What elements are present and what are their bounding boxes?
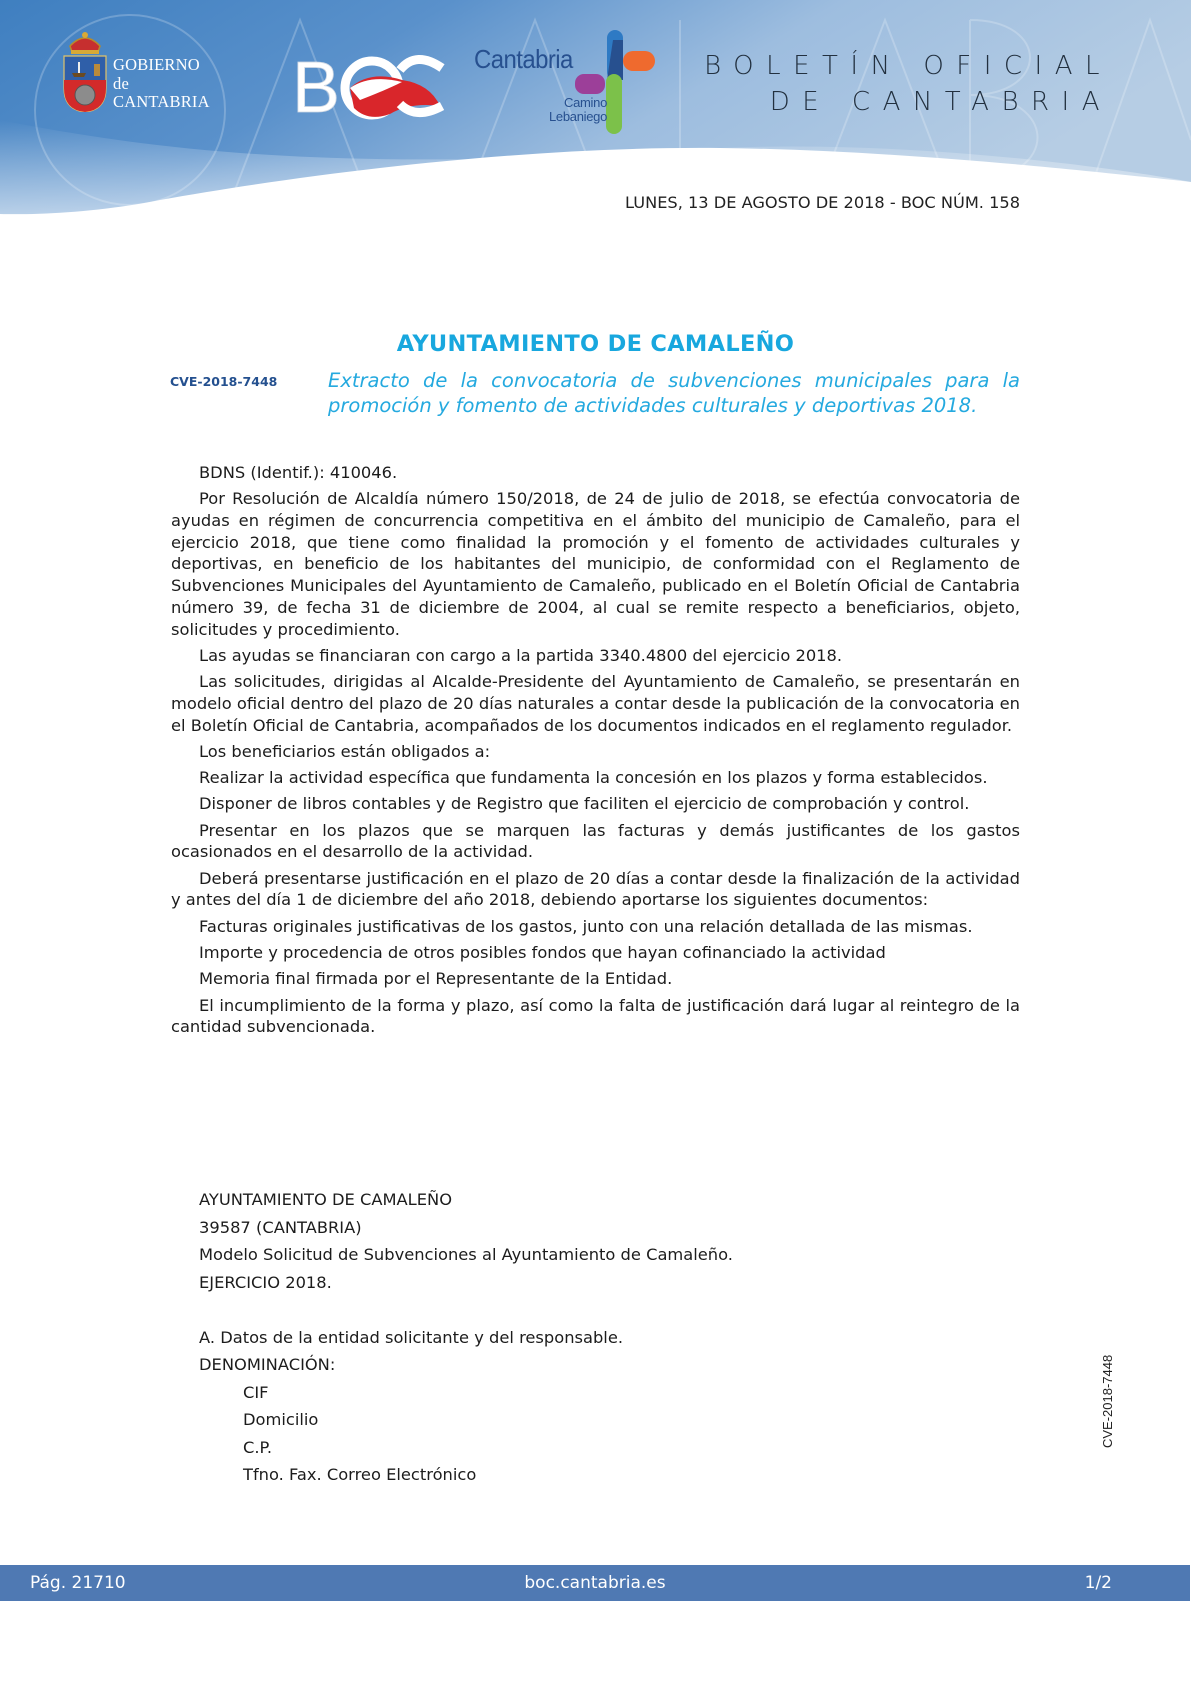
site-link[interactable]: boc.cantabria.es (524, 1573, 666, 1593)
body-paragraph: BDNS (Identif.): 410046. (199, 463, 398, 482)
gobierno-de-cantabria-wordmark (113, 56, 210, 112)
document-body (171, 462, 1020, 1043)
form-field-cp: C.P. (243, 1437, 272, 1457)
page-count: 1/2 (1084, 1573, 1112, 1593)
boc-logo-b: B (292, 50, 341, 122)
side-cve-code: CVE-2018-7448 (1100, 1354, 1115, 1448)
form-spacer (199, 1296, 733, 1324)
cve-code: CVE-2018-7448 (170, 374, 278, 389)
form-section-a: A. Datos de la entidad solicitante y del responsable. (199, 1327, 624, 1347)
gobierno-cantabria-shield-icon (60, 28, 110, 112)
form-organization: AYUNTAMIENTO DE CAMALEÑO (199, 1190, 453, 1209)
issue-date-line: LUNES, 13 DE AGOSTO DE 2018 - BOC NÚM. 158 (625, 193, 1020, 212)
body-paragraph: Disponer de libros contables y de Registro que faciliten el ejercicio de comprobación y control. (199, 794, 970, 814)
form-field-contact: Tfno. Fax. Correo Electrónico (243, 1465, 477, 1484)
application-form-model (199, 1186, 733, 1489)
form-denominacion: DENOMINACIÓN: (199, 1355, 336, 1374)
form-model-title: Modelo Solicitud de Subvenciones al Ayuntamiento de Camaleño. (199, 1245, 733, 1264)
form-field-cif: CIF (243, 1382, 269, 1402)
form-postal-code: 39587 (CANTABRIA) (199, 1217, 362, 1237)
body-paragraph: Memoria final firmada por el Representante de la Entidad. (199, 969, 673, 989)
body-paragraph: Las ayudas se financiaran con cargo a la partida 3340.4800 del ejercicio 2018. (199, 645, 843, 665)
form-year: EJERCICIO 2018. (199, 1272, 332, 1292)
extract-title: Extracto de la convocatoria de subvenciones municipales para la promoción y fomento de actividades culturales y deportivas 2018. (328, 369, 1020, 417)
organization-title: AYUNTAMIENTO DE CAMALEÑO (396, 331, 795, 357)
form-field-domicilio: Domicilio (243, 1410, 319, 1429)
body-paragraph: Deberá presentarse justificación en el plazo de 20 días a contar desde la finalización de la actividad y antes del día 1 de diciembre del año 2018, debiendo aportarse los siguientes documentos: (171, 868, 1020, 910)
gobierno-cantabria-line: CANTABRIA (113, 92, 210, 111)
page-footer (0, 1565, 1190, 1601)
gobierno-de-line: de (113, 73, 129, 93)
camino-line: Camino (564, 95, 607, 110)
body-paragraph: El incumplimiento de la forma y plazo, así como la falta de justificación dará lugar al reintegro de la cantidad subvencionada. (171, 995, 1020, 1037)
camino-lebaniego-wordmark (512, 96, 607, 124)
gobierno-line: GOBIERNO (113, 55, 200, 74)
page-header (0, 0, 1191, 220)
body-paragraph: Importe y procedencia de otros posibles fondos que hayan cofinanciado la actividad (199, 943, 886, 962)
de-cantabria-line: DE CANTABRIA (769, 87, 1112, 117)
boletin-oficial-title (704, 48, 1112, 120)
lebaniego-line: Lebaniego (548, 109, 607, 124)
body-paragraph: Los beneficiarios están obligados a: (199, 741, 491, 761)
body-paragraph: Por Resolución de Alcaldía número 150/2018, de 24 de julio de 2018, se efectúa convocatoria de ayudas en régimen de concurrencia competitiva en el ámbito del municipio de Camaleño, para el ejercicio 2018, que tiene como finalidad la promoción y el fomento de actividades culturales y deportivas, en beneficio de los habitantes del municipio, de conformidad con el Reglamento de Subvenciones Municipales del Ayuntamiento de Camaleño, publicado en el Boletín Oficial de Cantabria número 39, de fecha 31 de diciembre de 2004, al cual se remite respecto a beneficiarios, objeto, solicitudes y procedimiento. (171, 489, 1020, 639)
cantabria-wordmark: Cantabria (474, 44, 573, 74)
body-paragraph: Presentar en los plazos que se marquen las facturas y demás justificantes de los gastos ocasionados en el desarrollo de la actividad. (171, 820, 1020, 862)
body-paragraph: Las solicitudes, dirigidas al Alcalde-Presidente del Ayuntamiento de Camaleño, se presentarán en modelo oficial dentro del plazo de 20 días naturales a contar desde la publicación de la convocatoria en el Boletín Oficial de Cantabria, acompañados de los documentos indicados en el reglamento regulador. (171, 672, 1020, 735)
boletin-oficial-line: BOLETÍN OFICIAL (704, 51, 1112, 81)
body-paragraph: Realizar la actividad específica que fundamenta la concesión en los plazos y forma establecidos. (199, 768, 988, 788)
body-paragraph: Facturas originales justificativas de los gastos, junto con una relación detallada de las mismas. (199, 916, 973, 936)
page-number: Pág. 21710 (30, 1573, 126, 1593)
boc-logo (290, 50, 450, 122)
